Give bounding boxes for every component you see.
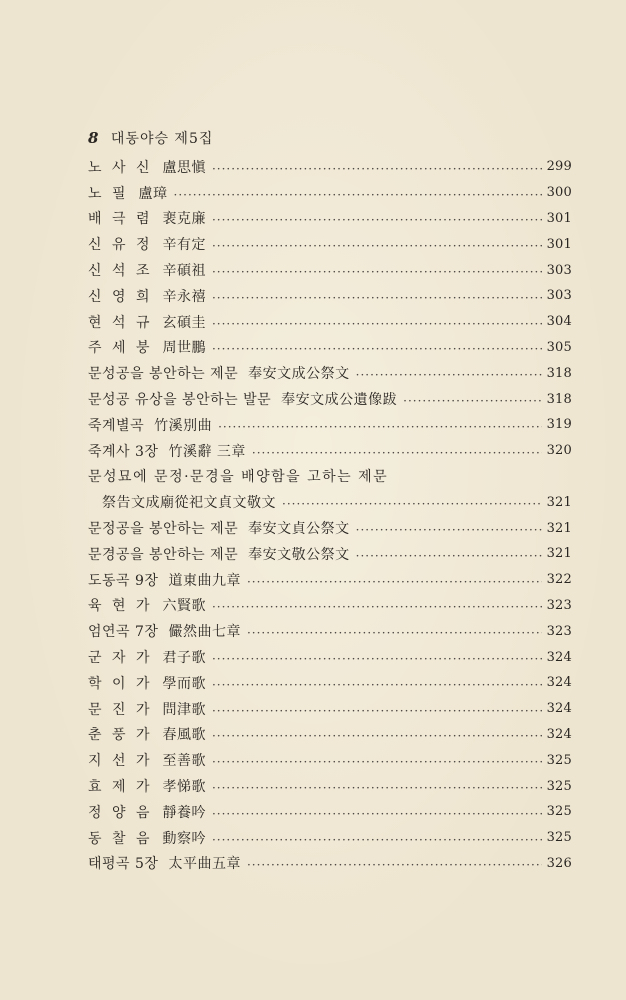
entry-hanja: 竹溪辭 三章	[168, 443, 246, 460]
toc-entry	[88, 851, 572, 877]
toc-entry	[88, 825, 572, 851]
leader-dots	[282, 497, 542, 511]
entry-page: 324	[546, 701, 572, 717]
leader-dots	[356, 368, 542, 382]
entry-hanja: 至善歌	[162, 753, 206, 770]
entry-page: 318	[546, 391, 572, 407]
entry-hanja: 辛永禧	[162, 288, 206, 305]
entry-korean: 동 찰 음	[88, 830, 153, 847]
leader-dots	[212, 833, 542, 847]
toc-entry	[88, 154, 572, 180]
entry-korean: 신 석 조	[88, 263, 153, 280]
leader-dots	[212, 755, 542, 769]
entry-hanja: 靜養吟	[162, 804, 206, 821]
entry-korean: 지 선 가	[88, 753, 153, 770]
entry-korean: 주 세 붕	[88, 340, 153, 357]
entry-page: 321	[546, 494, 572, 510]
entry-page: 323	[546, 597, 572, 613]
entry-korean: 문성공 유상을 봉안하는 발문	[88, 392, 272, 409]
entry-hanja: 問津歌	[162, 701, 206, 718]
leader-dots	[212, 291, 542, 305]
entry-korean: 문정공을 봉안하는 제문	[88, 521, 239, 538]
entry-page: 326	[546, 855, 572, 871]
entry-korean: 문경공을 봉안하는 제문	[88, 546, 239, 563]
leader-dots	[212, 239, 542, 253]
toc-entry	[88, 567, 572, 593]
entry-hanja: 六賢歌	[162, 598, 206, 615]
leader-dots	[212, 162, 542, 176]
toc-entry	[88, 360, 572, 386]
toc-entry	[88, 722, 572, 748]
toc-entry-heading	[88, 464, 572, 490]
leader-dots	[212, 704, 542, 718]
entry-page: 324	[546, 726, 572, 742]
toc-entry	[88, 515, 572, 541]
entry-hanja: 奉安文敬公祭文	[248, 546, 350, 563]
entry-hanja: 周世鵬	[162, 340, 206, 357]
entry-page: 320	[546, 443, 572, 459]
entry-page: 300	[546, 185, 572, 201]
entry-hanja: 辛碩祖	[162, 263, 206, 280]
toc-entry	[88, 489, 572, 515]
entry-hanja: 學而歌	[162, 675, 206, 692]
entry-hanja: 儼然曲七章	[168, 624, 241, 641]
book-title: 대동야승 제5집	[110, 131, 214, 147]
entry-page: 321	[546, 520, 572, 536]
leader-dots	[212, 807, 542, 821]
entry-page: 323	[546, 623, 572, 639]
table-of-contents	[88, 154, 572, 876]
toc-entry	[88, 438, 572, 464]
entry-page: 324	[546, 649, 572, 665]
entry-korean: 죽계사 3장	[88, 443, 159, 460]
entry-korean: 현 석 규	[88, 314, 153, 331]
leader-dots	[356, 523, 542, 537]
entry-korean: 배 극 렴	[88, 211, 153, 228]
leader-dots	[247, 858, 542, 872]
entry-korean: 문 진 가	[88, 701, 153, 718]
entry-hanja: 孝悌歌	[162, 779, 206, 796]
leader-dots	[212, 781, 542, 795]
toc-entry	[88, 696, 572, 722]
toc-entry	[88, 231, 572, 257]
entry-page: 322	[546, 572, 572, 588]
entry-page: 301	[546, 210, 572, 226]
leader-dots	[212, 600, 542, 614]
entry-korean: 육 현 가	[88, 598, 153, 615]
toc-entry	[88, 799, 572, 825]
entry-page: 303	[546, 262, 572, 278]
leader-dots	[212, 342, 542, 356]
toc-entry	[88, 257, 572, 283]
toc-entry	[88, 180, 572, 206]
toc-entry	[88, 747, 572, 773]
entry-hanja: 玄碩圭	[162, 314, 206, 331]
entry-page: 304	[546, 314, 572, 330]
toc-entry	[88, 335, 572, 361]
toc-entry	[88, 593, 572, 619]
leader-dots	[212, 729, 542, 743]
entry-page: 325	[546, 752, 572, 768]
entry-korean: 춘 풍 가	[88, 727, 153, 744]
entry-korean: 군 자 가	[88, 650, 153, 667]
entry-hanja: 奉安文成公祭文	[248, 366, 350, 383]
entry-hanja: 竹溪別曲	[154, 417, 213, 434]
entry-hanja: 太平曲五章	[168, 856, 241, 873]
toc-entry	[88, 412, 572, 438]
entry-page: 325	[546, 778, 572, 794]
entry-korean: 도동곡 9장	[88, 572, 159, 589]
entry-korean: 문성공을 봉안하는 제문	[88, 366, 239, 383]
leader-dots	[212, 265, 542, 279]
entry-hanja: 春風歌	[162, 727, 206, 744]
toc-entry	[88, 644, 572, 670]
entry-hanja: 裵克廉	[162, 211, 206, 228]
leader-dots	[247, 626, 542, 640]
toc-entry	[88, 206, 572, 232]
entry-page: 325	[546, 830, 572, 846]
leader-dots	[212, 652, 542, 666]
entry-korean: 노 사 신	[88, 159, 153, 176]
toc-entry	[88, 618, 572, 644]
toc-entry	[88, 309, 572, 335]
entry-hanja: 盧思愼	[162, 159, 206, 176]
entry-page: 325	[546, 804, 572, 820]
toc-entry	[88, 386, 572, 412]
entry-korean: 학 이 가	[88, 675, 153, 692]
toc-entry	[88, 670, 572, 696]
entry-korean: 신 유 정	[88, 237, 153, 254]
leader-dots	[212, 213, 542, 227]
toc-entry	[88, 541, 572, 567]
entry-korean: 문성묘에 문정·문경을 배양함을 고하는 제문	[88, 469, 389, 486]
entry-korean: 태평곡 5장	[88, 856, 159, 873]
entry-page: 321	[546, 546, 572, 562]
leader-dots	[212, 678, 542, 692]
entry-page: 318	[546, 365, 572, 381]
leader-dots	[356, 549, 542, 563]
entry-page: 319	[546, 417, 572, 433]
entry-hanja: 奉安文成公遺像跋	[281, 392, 398, 409]
entry-korean: 정 양 음	[88, 804, 153, 821]
entry-korean: 신 영 희	[88, 288, 153, 305]
page-number: 8	[88, 129, 100, 147]
entry-hanja: 祭告文成廟從祀文貞文敬文	[102, 495, 276, 512]
leader-dots	[212, 317, 542, 331]
running-header	[88, 128, 213, 148]
entry-hanja: 奉安文貞公祭文	[248, 521, 350, 538]
entry-page: 303	[546, 288, 572, 304]
entry-hanja: 動察吟	[162, 830, 206, 847]
entry-korean: 죽계별곡	[88, 417, 145, 434]
entry-page: 305	[546, 339, 572, 355]
entry-hanja: 君子歌	[162, 650, 206, 667]
leader-dots	[218, 420, 542, 434]
entry-page: 324	[546, 675, 572, 691]
leader-dots	[174, 188, 543, 202]
toc-entry	[88, 773, 572, 799]
entry-korean: 엄연곡 7장	[88, 624, 159, 641]
leader-dots	[247, 575, 542, 589]
entry-korean: 노 필	[88, 185, 129, 202]
leader-dots	[252, 446, 542, 460]
toc-entry	[88, 283, 572, 309]
entry-page: 301	[546, 236, 572, 252]
entry-page: 299	[546, 159, 572, 175]
entry-hanja: 盧璋	[138, 185, 168, 202]
entry-hanja: 辛有定	[162, 237, 206, 254]
entry-hanja: 道東曲九章	[168, 572, 241, 589]
leader-dots	[403, 394, 542, 408]
entry-korean: 효 제 가	[88, 779, 153, 796]
